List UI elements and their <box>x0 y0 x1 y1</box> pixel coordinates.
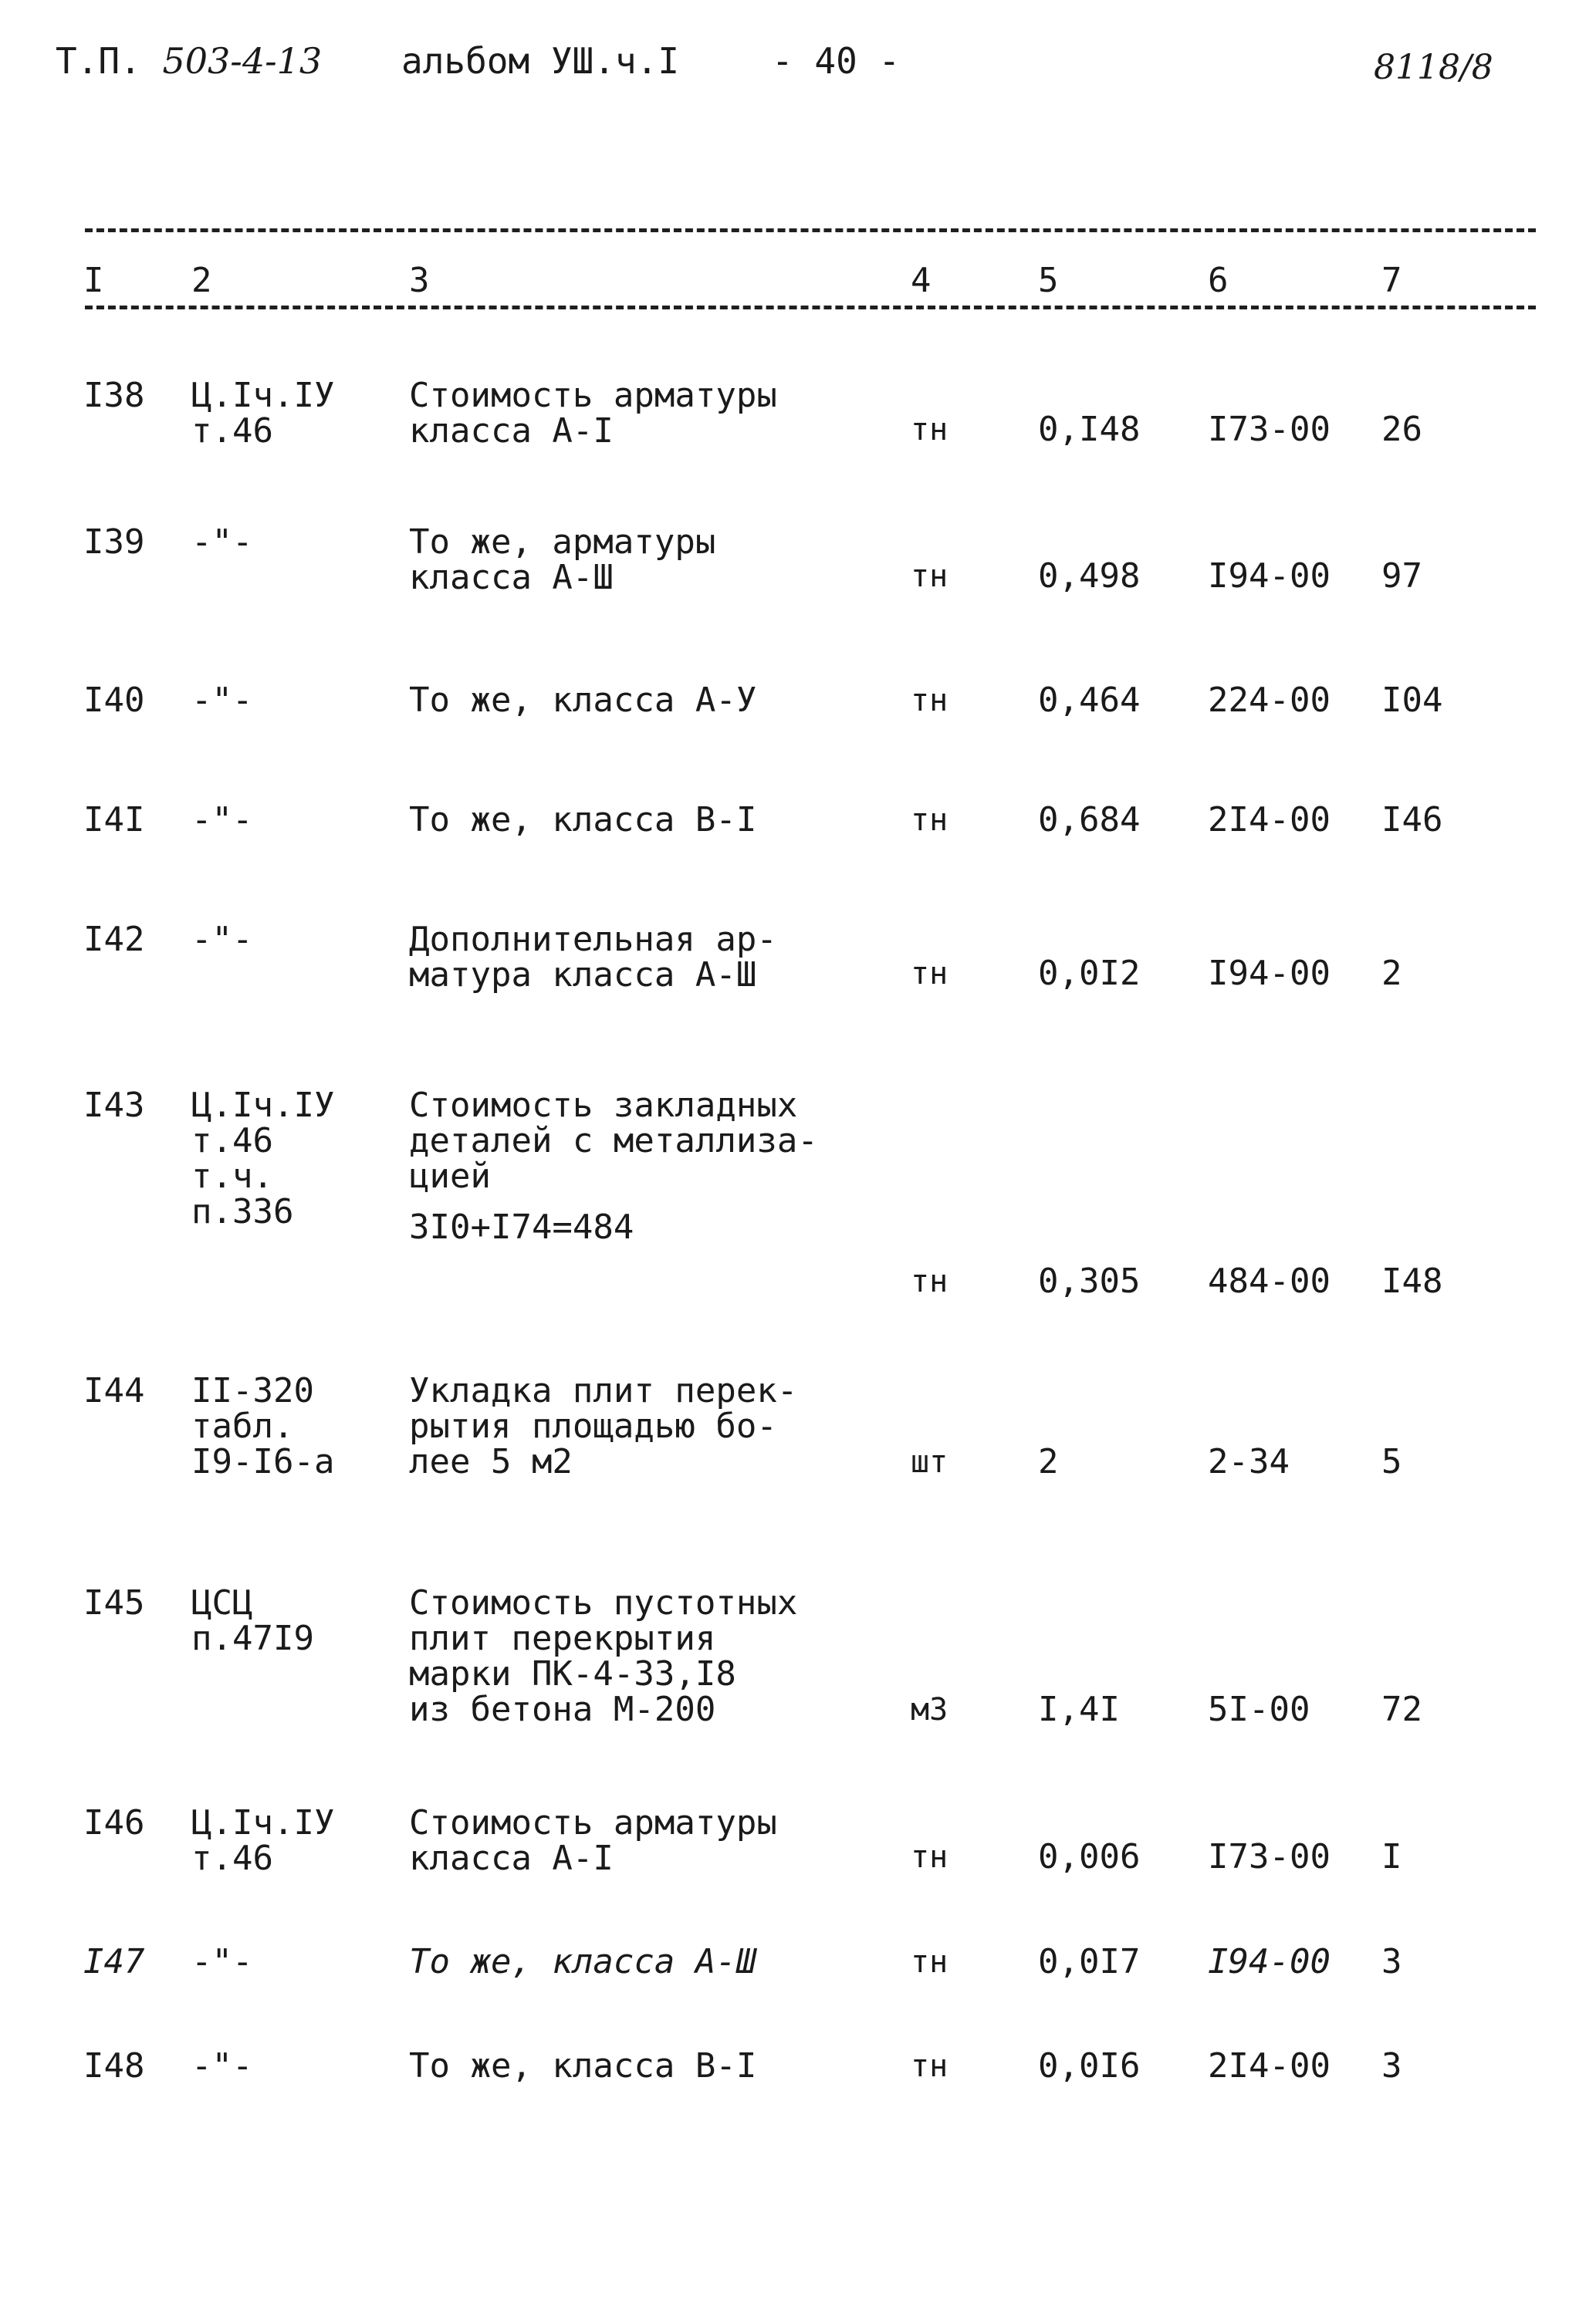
column-header-3: 3 <box>409 261 430 300</box>
row-description <box>409 1805 777 1876</box>
row-quantity: 0,0I7 <box>1038 1942 1141 1981</box>
row-total: 5 <box>1381 1442 1402 1481</box>
row-unit: тн <box>911 2049 948 2084</box>
row-quantity: 0,0I2 <box>1038 954 1141 993</box>
row-description <box>409 683 756 718</box>
reference-line: п.47I9 <box>191 1619 314 1658</box>
project-code <box>56 40 322 82</box>
row-quantity: 0,305 <box>1038 1262 1141 1301</box>
row-quantity: 0,464 <box>1038 681 1141 720</box>
row-unit-price: 224-00 <box>1208 681 1331 720</box>
row-number: I39 <box>83 522 145 562</box>
column-header-7: 7 <box>1381 261 1402 300</box>
row-total: 26 <box>1381 410 1422 449</box>
row-description <box>409 802 756 838</box>
reference-line: Ц.Iч.IУ <box>191 376 335 415</box>
row-number: I40 <box>83 681 145 720</box>
description-line: лее 5 м2 <box>409 1442 573 1481</box>
reference-line: табл. <box>191 1407 294 1446</box>
row-description <box>409 1088 818 1245</box>
description-line: класса А-I <box>409 1839 614 1878</box>
row-quantity: 0,I48 <box>1038 410 1141 449</box>
row-reference <box>191 683 252 718</box>
description-line: из бетона М-200 <box>409 1690 716 1729</box>
reference-line: -"- <box>191 681 253 720</box>
project-prefix: Т.П. <box>56 40 141 82</box>
description-line: рытия площадью бо- <box>409 1407 777 1446</box>
row-quantity: 2 <box>1038 1442 1059 1481</box>
row-unit: тн <box>911 802 948 838</box>
reference-line: -"- <box>191 1942 253 1981</box>
row-reference <box>191 1944 252 1980</box>
reference-line: -"- <box>191 800 253 839</box>
row-reference <box>191 522 253 562</box>
row-description <box>409 378 777 449</box>
project-number: 503-4-13 <box>162 40 323 82</box>
reference-line: т.46 <box>191 411 273 451</box>
row-total: I <box>1381 1837 1402 1876</box>
row-number: I45 <box>83 1583 145 1623</box>
row-total: I46 <box>1381 800 1443 839</box>
row-quantity: I,4I <box>1038 1690 1120 1729</box>
description-line: класса А-I <box>409 411 614 451</box>
reference-line: т.46 <box>191 1839 273 1878</box>
row-description <box>409 1373 797 1480</box>
row-unit: шт <box>911 1444 948 1480</box>
row-number: I42 <box>83 920 145 959</box>
row-quantity: 0,684 <box>1038 800 1141 839</box>
column-header-1: I <box>83 261 104 300</box>
row-total: 3 <box>1381 2046 1402 2086</box>
row-reference <box>191 2046 253 2086</box>
row-unit-price: 2I4-00 <box>1208 2046 1331 2086</box>
column-header-5: 5 <box>1038 261 1059 300</box>
reference-line: т.46 <box>191 1121 273 1160</box>
row-total: 72 <box>1381 1690 1422 1729</box>
table-header-rule <box>85 306 1536 309</box>
row-number: I4I <box>83 800 145 839</box>
description-line: Стоимость закладных <box>409 1086 798 1125</box>
description-line: деталей с металлиза- <box>409 1121 818 1160</box>
row-unit: тн <box>911 1944 948 1980</box>
row-unit-price: 2-34 <box>1208 1442 1290 1481</box>
row-unit-price: I94-00 <box>1208 954 1331 993</box>
row-number: I47 <box>83 1942 145 1981</box>
row-number: I38 <box>83 376 145 415</box>
row-description <box>409 1583 798 1729</box>
row-quantity: 0,498 <box>1038 556 1141 596</box>
row-total: 2 <box>1381 954 1402 993</box>
description-line: То же, класса А-Ш <box>409 1942 757 1981</box>
row-unit: тн <box>911 559 948 594</box>
row-unit: тн <box>911 683 948 718</box>
page-number: - 40 - <box>772 40 901 82</box>
description-line: То же, класса А-У <box>409 681 757 720</box>
sheet-number: 8118/8 <box>1374 48 1493 87</box>
reference-line: Ц.Iч.IУ <box>191 1086 335 1125</box>
row-description <box>409 522 716 597</box>
row-reference <box>191 802 252 838</box>
description-line: Стоимость пустотных <box>409 1583 798 1623</box>
description-line: Дополнительная ар- <box>409 920 777 959</box>
row-total: 97 <box>1381 556 1422 596</box>
row-total: I48 <box>1381 1262 1443 1301</box>
description-line: цией <box>409 1157 491 1196</box>
row-unit: тн <box>911 1839 948 1875</box>
row-quantity: 0,0I6 <box>1038 2046 1141 2086</box>
row-unit: тн <box>911 1264 948 1299</box>
reference-line: II-320 <box>191 1371 314 1410</box>
row-unit-price: I73-00 <box>1208 1837 1331 1876</box>
row-number: I46 <box>83 1803 145 1843</box>
row-unit: тн <box>911 956 948 991</box>
row-description <box>409 922 777 993</box>
description-line: марки ПК-4-33,I8 <box>409 1654 736 1694</box>
description-line: Стоимость арматуры <box>409 376 777 415</box>
row-reference <box>191 922 252 958</box>
reference-line: п.336 <box>191 1192 294 1231</box>
row-description <box>409 2046 757 2086</box>
row-unit: м3 <box>911 1692 948 1728</box>
description-line: То же, класса В-I <box>409 800 757 839</box>
column-header-4: 4 <box>911 261 932 300</box>
row-unit-price: 484-00 <box>1208 1262 1331 1301</box>
reference-line: -"- <box>191 920 253 959</box>
description-formula: 3I0+I74=484 <box>409 1208 634 1247</box>
row-reference <box>191 378 334 449</box>
row-number: I44 <box>83 1371 145 1410</box>
column-header-6: 6 <box>1208 261 1229 300</box>
reference-line: -"- <box>191 522 253 562</box>
description-line: плит перекрытия <box>409 1619 716 1658</box>
row-number: I43 <box>83 1086 145 1125</box>
row-total: 3 <box>1381 1942 1402 1981</box>
description-line: То же, класса В-I <box>409 2046 757 2086</box>
reference-line: -"- <box>191 2046 253 2086</box>
row-unit-price: 2I4-00 <box>1208 800 1331 839</box>
reference-line: Ц.Iч.IУ <box>191 1803 335 1843</box>
row-reference <box>191 1583 314 1658</box>
description-line: класса А-Ш <box>409 558 614 597</box>
row-description <box>409 1944 756 1980</box>
row-unit: тн <box>911 412 948 448</box>
row-number: I48 <box>83 2046 145 2086</box>
reference-line: I9-I6-а <box>191 1442 335 1481</box>
row-unit-price: I94-00 <box>1208 1942 1331 1981</box>
row-unit-price: 5I-00 <box>1208 1690 1310 1729</box>
row-reference <box>191 1373 334 1480</box>
column-header-2: 2 <box>191 261 212 300</box>
reference-line: ЦСЦ <box>191 1583 253 1623</box>
description-line: То же, арматуры <box>409 522 716 562</box>
row-quantity: 0,006 <box>1038 1837 1141 1876</box>
row-unit-price: I73-00 <box>1208 410 1331 449</box>
description-line: Стоимость арматуры <box>409 1803 777 1843</box>
album-label: альбом УШ.ч.I <box>401 40 680 82</box>
description-line: матура класса А-Ш <box>409 955 757 995</box>
reference-line: т.ч. <box>191 1157 273 1196</box>
row-unit-price: I94-00 <box>1208 556 1331 596</box>
row-reference <box>191 1088 334 1230</box>
table-top-rule <box>85 228 1536 232</box>
row-total: I04 <box>1381 681 1443 720</box>
description-line: Укладка плит перек- <box>409 1371 798 1410</box>
row-reference <box>191 1805 334 1876</box>
